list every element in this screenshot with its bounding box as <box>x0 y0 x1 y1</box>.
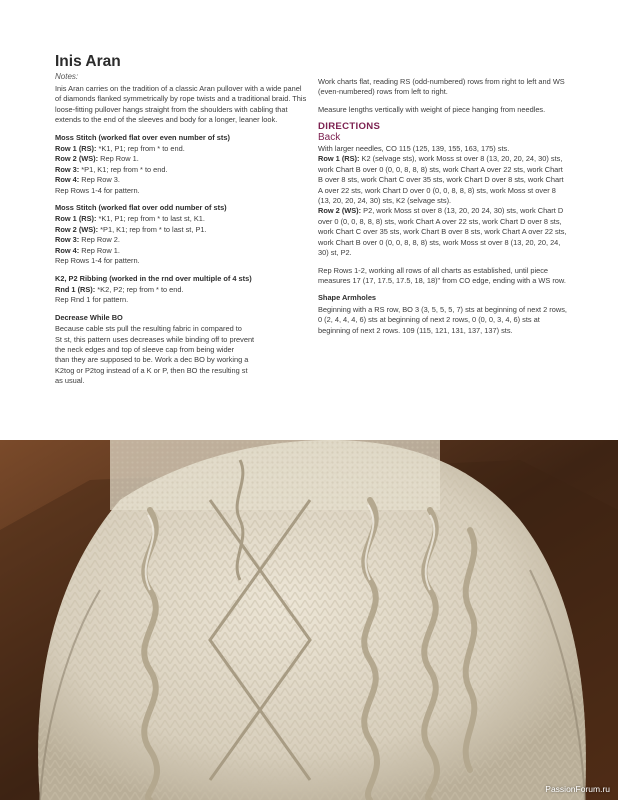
directions-heading: DIRECTIONS <box>318 121 381 133</box>
watermark: PassionForum.ru <box>545 784 610 794</box>
notes-label: Notes: <box>55 72 79 81</box>
row-text: *P1, K1; rep from * to end. <box>79 164 168 174</box>
row-label: Row 4: <box>55 245 80 255</box>
row-label: Row 4: <box>55 175 80 185</box>
row-label: Row 3: <box>55 164 80 174</box>
row-text: *P1, K1; rep from * to last st, P1. <box>98 224 207 234</box>
row-label: Row 2 (WS): <box>55 224 99 234</box>
repeat-note: Rep Rows 1-4 for pattern. <box>55 185 140 195</box>
row-label: Row 1 (RS): <box>55 214 97 224</box>
row-label: Row 3: <box>55 235 80 245</box>
armholes-heading: Shape Armholes <box>318 293 377 303</box>
ribbing-heading: K2, P2 Ribbing (worked in the rnd over multiple of 4 sts) <box>55 273 252 283</box>
row-label: Rnd 1 (RS): <box>55 284 96 294</box>
back-subheading: Back <box>318 131 341 143</box>
charts-note: Work charts flat, reading RS (odd-numbered) rows from right to left and WS (even-numbered) rows from left to right. <box>318 77 565 97</box>
decrease-line: than they are supposed to be. Work a dec BO by working a <box>55 355 249 365</box>
armholes-text: Beginning with a RS row, BO 3 (3, 5, 5, 5, 7) sts at beginning of next 2 rows, 0 (2, 4, 4, 4, 6) sts at beginning of next 2 rows, 0 (0, 0, 3, 4, 6) sts at beginning of next 2 rows. 109 (115, 121, 131, 137, 137) sts. <box>318 304 567 335</box>
row-label: Row 1 (RS): <box>55 144 97 154</box>
sweater-photo-art <box>0 440 618 800</box>
decrease-line: St st, this pattern uses decreases while binding off to prevent <box>55 334 255 344</box>
decrease-line: Because cable sts pull the resulting fabric in compared to <box>55 324 242 334</box>
row-label: Row 2 (WS): <box>55 154 99 164</box>
moss-odd-heading: Moss Stitch (worked flat over odd number of sts) <box>55 203 227 213</box>
row-text: P2, work Moss st over 8 (13, 20, 20 24, 30) sts, work Chart D over 0 (0, 0, 8, 8, 8) sts, work Chart A over 22 sts, work Chart D over 8 sts, work Chart C over 35 sts, work Chart B over 8 sts, work Chart A over 22 sts, work Chart B over 0 (0, 0, 8, 8, 8) sts, work Moss st over 8 (13, 20, 20, 24, 30) st, P2. <box>318 206 567 258</box>
decrease-line: the neck edges and top of sleeve cap from being wider <box>55 344 235 354</box>
pattern-title: Inis Aran <box>55 53 121 70</box>
sweater-photo <box>0 440 618 800</box>
decrease-line: K2tog or P2tog instead of a K or P, then BO the resulting st <box>55 365 248 375</box>
row-text: *K1, P1; rep from * to end. <box>96 144 185 154</box>
row-text: Rep Row 3. <box>79 175 120 185</box>
right-column <box>318 77 568 343</box>
moss-even-heading: Moss Stitch (worked flat over even number of sts) <box>55 132 230 142</box>
measure-note: Measure lengths vertically with weight of piece hanging from needles. <box>318 104 546 114</box>
row-text: Rep Row 2. <box>79 235 120 245</box>
row-text: *K1, P1; rep from * to last st, K1. <box>96 214 205 224</box>
repeat-note: Rep Rnd 1 for pattern. <box>55 295 129 305</box>
armholes-section <box>318 293 568 336</box>
moss-even-section <box>55 133 307 196</box>
row-text: Rep Row 1. <box>98 154 139 164</box>
back-instructions <box>318 144 568 258</box>
row-label: Row 1 (RS): <box>318 154 360 164</box>
decrease-heading: Decrease While BO <box>55 312 123 322</box>
decrease-line: as usual. <box>55 376 85 386</box>
row-text: Rep Row 1. <box>79 245 120 255</box>
decrease-section <box>55 313 307 387</box>
cast-on-text: With larger needles, CO 115 (125, 139, 155, 163, 175) sts. <box>318 144 510 154</box>
ribbing-section <box>55 274 307 306</box>
repeat-rows-note: Rep Rows 1-2, working all rows of all charts as established, until piece measures 17 (17, 17.5, 17.5, 18, 18)" from CO edge, ending with a WS row. <box>318 265 566 285</box>
row-label: Row 2 (WS): <box>318 206 362 216</box>
left-column <box>55 84 307 394</box>
row-text: *K2, P2; rep from * to end. <box>95 284 184 294</box>
moss-odd-section <box>55 203 307 266</box>
row-text: K2 (selvage sts), work Moss st over 8 (13, 20, 20, 24, 30) sts, work Chart B over 0 (0, 0, 8, 8, 8) sts, work Chart A over 22 sts, work Chart B over 8 sts, work Chart C over 35 sts, work Chart D over 8 sts, work Chart A over 22 sts, work Chart D over 0 (0, 0, 8, 8, 8) sts, work Moss st over 8 (13, 20, 20, 24, 30) sts, K2 (selvage sts). <box>318 154 564 206</box>
repeat-note: Rep Rows 1-4 for pattern. <box>55 256 140 266</box>
intro-paragraph: Inis Aran carries on the tradition of a classic Aran pullover with a wide panel of diamonds flanked symmetrically by rope twists and a traditional braid. This loose-fitting pullover hangs straight from the shoulders with cabling that extends to the end of the sleeves and body for a longer, leaner look. <box>55 84 307 125</box>
